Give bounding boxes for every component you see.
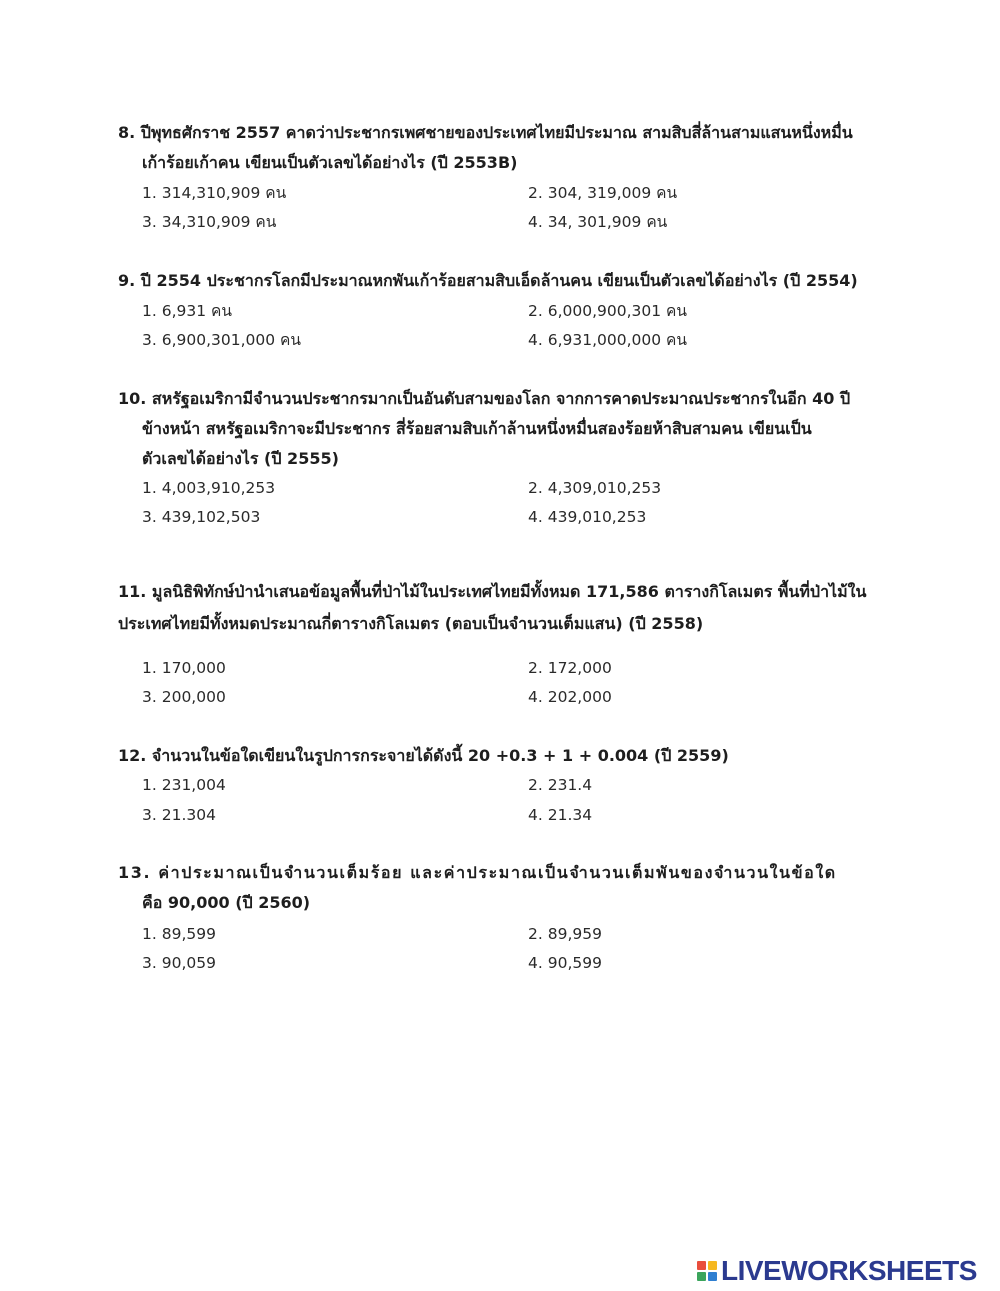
option-8-1[interactable]: 1. 314,310,909 คน <box>142 184 287 202</box>
question-11 <box>118 576 888 640</box>
option-13-2[interactable]: 2. 89,959 <box>528 925 602 943</box>
option-12-1[interactable]: 1. 231,004 <box>142 776 226 794</box>
option-10-2[interactable]: 2. 4,309,010,253 <box>528 479 662 497</box>
liveworksheets-logo-icon <box>697 1261 717 1281</box>
question-text: คือ 90,000 (ปี 2560) <box>142 893 311 912</box>
option-9-3[interactable]: 3. 6,900,301,000 คน <box>142 331 302 349</box>
option-10-1[interactable]: 1. 4,003,910,253 <box>142 479 276 497</box>
question-text: 8. ปีพุทธศักราช 2557 คาดว่าประชากรเพศชายของประเทศไทยมีประมาณ สามสิบสี่ล้านสามแสนหนึ่งหมื่น <box>118 123 853 142</box>
logo-square-green <box>697 1272 706 1281</box>
question-text: 11. มูลนิธิพิทักษ์ป่านำเสนอข้อมูลพื้นที่ป่าไม้ในประเทศไทยมีทั้งหมด 171,586 ตารางกิโลเมตร พื้นที่ป่าไม้ใน <box>118 582 867 601</box>
question-8 <box>118 118 888 178</box>
option-10-3[interactable]: 3. 439,102,503 <box>142 508 261 526</box>
question-9 <box>118 266 888 296</box>
option-12-4[interactable]: 4. 21.34 <box>528 806 593 824</box>
question-text: ตัวเลขได้อย่างไร (ปี 2555) <box>142 449 339 468</box>
option-12-3[interactable]: 3. 21.304 <box>142 806 216 824</box>
liveworksheets-logo-text: LIVEWORKSHEETS <box>721 1255 977 1286</box>
logo-square-red <box>697 1261 706 1270</box>
option-10-4[interactable]: 4. 439,010,253 <box>528 508 647 526</box>
question-13 <box>118 858 888 918</box>
option-12-2[interactable]: 2. 231.4 <box>528 776 593 794</box>
logo-square-blue <box>708 1272 717 1281</box>
question-text: เก้าร้อยเก้าคน เขียนเป็นตัวเลขได้อย่างไร (ปี 2553B) <box>142 153 518 172</box>
option-11-1[interactable]: 1. 170,000 <box>142 659 226 677</box>
option-9-4[interactable]: 4. 6,931,000,000 คน <box>528 331 688 349</box>
option-13-1[interactable]: 1. 89,599 <box>142 925 216 943</box>
option-8-4[interactable]: 4. 34, 301,909 คน <box>528 213 668 231</box>
question-text: 10. สหรัฐอเมริกามีจำนวนประชากรมากเป็นอันดับสามของโลก จากการคาดประมาณประชากรในอีก 40 ปี <box>118 389 851 408</box>
option-11-3[interactable]: 3. 200,000 <box>142 688 226 706</box>
option-11-2[interactable]: 2. 172,000 <box>528 659 612 677</box>
option-13-4[interactable]: 4. 90,599 <box>528 954 602 972</box>
option-9-1[interactable]: 1. 6,931 คน <box>142 302 232 320</box>
option-13-3[interactable]: 3. 90,059 <box>142 954 216 972</box>
question-text: 9. ปี 2554 ประชากรโลกมีประมาณหกพันเก้าร้อยสามสิบเอ็ดล้านคน เขียนเป็นตัวเลขได้อย่างไร (ปี 2554) <box>118 271 858 290</box>
liveworksheets-logo <box>697 1254 977 1288</box>
logo-square-yellow <box>708 1261 717 1270</box>
question-text: ประเทศไทยมีทั้งหมดประมาณกี่ตารางกิโลเมตร (ตอบเป็นจำนวนเต็มแสน) (ปี 2558) <box>118 614 704 633</box>
option-9-2[interactable]: 2. 6,000,900,301 คน <box>528 302 688 320</box>
option-8-2[interactable]: 2. 304, 319,009 คน <box>528 184 678 202</box>
question-12 <box>118 741 888 771</box>
option-8-3[interactable]: 3. 34,310,909 คน <box>142 213 277 231</box>
question-10 <box>118 384 888 474</box>
question-text: ข้างหน้า สหรัฐอเมริกาจะมีประชากร สี่ร้อยสามสิบเก้าล้านหนึ่งหมื่นสองร้อยห้าสิบสามคน เขียนเป็น <box>142 419 812 438</box>
question-text: 12. จำนวนในข้อใดเขียนในรูปการกระจายได้ดังนี้ 20 +0.3 + 1 + 0.004 (ปี 2559) <box>118 746 729 765</box>
question-text: 13. ค่าประมาณเป็นจำนวนเต็มร้อย และค่าประมาณเป็นจำนวนเต็มพันของจำนวนในข้อใด <box>118 863 837 882</box>
option-11-4[interactable]: 4. 202,000 <box>528 688 612 706</box>
